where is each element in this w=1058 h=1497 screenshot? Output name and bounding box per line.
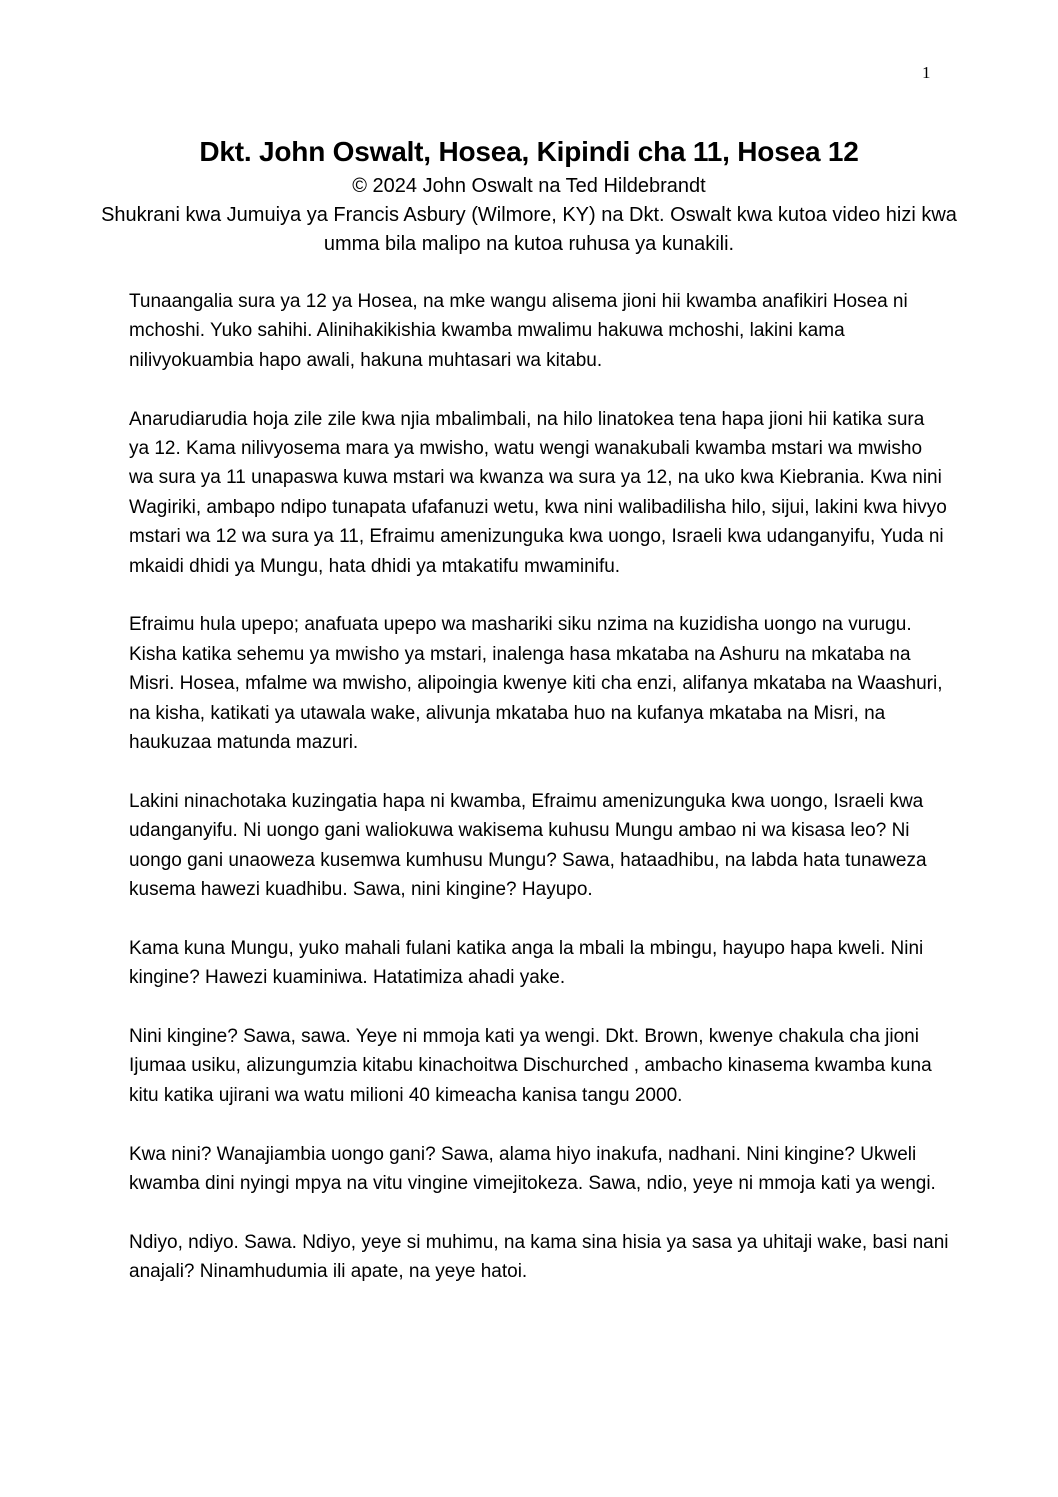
body-paragraph: Nini kingine? Sawa, sawa. Yeye ni mmoja kati ya wengi. Dkt. Brown, kwenye chakula cha jioni Ijumaa usiku, alizungumzia kitabu kinachoitwa Dischurched , ambacho kinasema kwamba kuna kitu katika ujirani wa watu milioni 40 kimeacha kanisa tangu 2000. xyxy=(129,1026,932,1106)
document-header xyxy=(100,134,958,259)
acknowledgement-text: Shukrani kwa Jumuiya ya Francis Asbury (Wilmore, KY) na Dkt. Oswalt kwa kutoa video hizi kwa umma bila malipo na kutoa ruhusa ya kunakili. xyxy=(101,204,957,255)
body-paragraph: Efraimu hula upepo; anafuata upepo wa mashariki siku nzima na kuzidisha uongo na vurugu. Kisha katika sehemu ya mwisho ya mstari, inalenga hasa mkataba na Ashuru na mkataba na Misri. Hosea, mfalme wa mwisho, alipoingia kwenye kiti cha enzi, alifanya mkataba na Waashuri, na kisha, katikati ya utawala wake, alivunja mkataba huo na kufanya mkataba na Misri, na haukuzaa matunda mazuri. xyxy=(129,614,943,754)
body-paragraph: Kwa nini? Wanajiambia uongo gani? Sawa, alama hiyo inakufa, nadhani. Nini kingine? Ukweli kwamba dini nyingi mpya na vitu vingine vimejitokeza. Sawa, ndio, yeye ni mmoja kati ya wengi. xyxy=(129,1143,936,1195)
body-paragraph: Lakini ninachotaka kuzingatia hapa ni kwamba, Efraimu amenizunguka kwa uongo, Israeli kwa udanganyifu. Ni uongo gani waliokuwa wakisema kuhusu Mungu ambao ni wa kisasa leo? Ni uongo gani unaoweza kusemwa kumhusu Mungu? Sawa, hataadhibu, na labda hata tunaweza kusema hawezi kuadhibu. Sawa, nini kingine? Hayupo. xyxy=(129,790,927,901)
body-paragraph: Anarudiarudia hoja zile zile kwa njia mbalimbali, na hilo linatokea tena hapa jioni hii katika sura ya 12. Kama nilivyosema mara ya mwisho, watu wengi wanakubali kwamba mstari wa mwisho wa sura ya 11 unapaswa kuwa mstari wa kwanza wa sura ya 12, na uko kwa Kiebrania. Kwa nini Wagiriki, ambapo ndipo tunapata ufafanuzi wetu, kwa nini walibadilisha hilo, sijui, lakini kwa hivyo mstari wa 12 wa sura ya 11, Efraimu amenizunguka kwa uongo, Israeli kwa udanganyifu, Yuda ni mkaidi dhidi ya Mungu, hata dhidi ya mtakatifu mwaminifu. xyxy=(129,408,947,577)
document-body xyxy=(129,287,949,1316)
body-paragraph: Tunaangalia sura ya 12 ya Hosea, na mke wangu alisema jioni hii kwamba anafikiri Hosea ni mchoshi. Yuko sahihi. Alinihakikishia kwamba mwalimu hakuwa mchoshi, lakini kama nilivyokuambia hapo awali, hakuna muhtasari wa kitabu. xyxy=(129,291,908,371)
body-paragraph: Kama kuna Mungu, yuko mahali fulani katika anga la mbali la mbingu, hayupo hapa kweli. Nini kingine? Hawezi kuaminiwa. Hatatimiza ahadi yake. xyxy=(129,937,924,989)
page-number: 1 xyxy=(922,63,931,82)
body-paragraph: Ndiyo, ndiyo. Sawa. Ndiyo, yeye si muhimu, na kama sina hisia ya sasa ya uhitaji wake, basi nani anajali? Ninamhudumia ili apate, na yeye hatoi. xyxy=(129,1231,949,1283)
copyright-line: © 2024 John Oswalt na Ted Hildebrandt xyxy=(352,175,706,197)
document-title: Dkt. John Oswalt, Hosea, Kipindi cha 11, Hosea 12 xyxy=(199,136,859,167)
